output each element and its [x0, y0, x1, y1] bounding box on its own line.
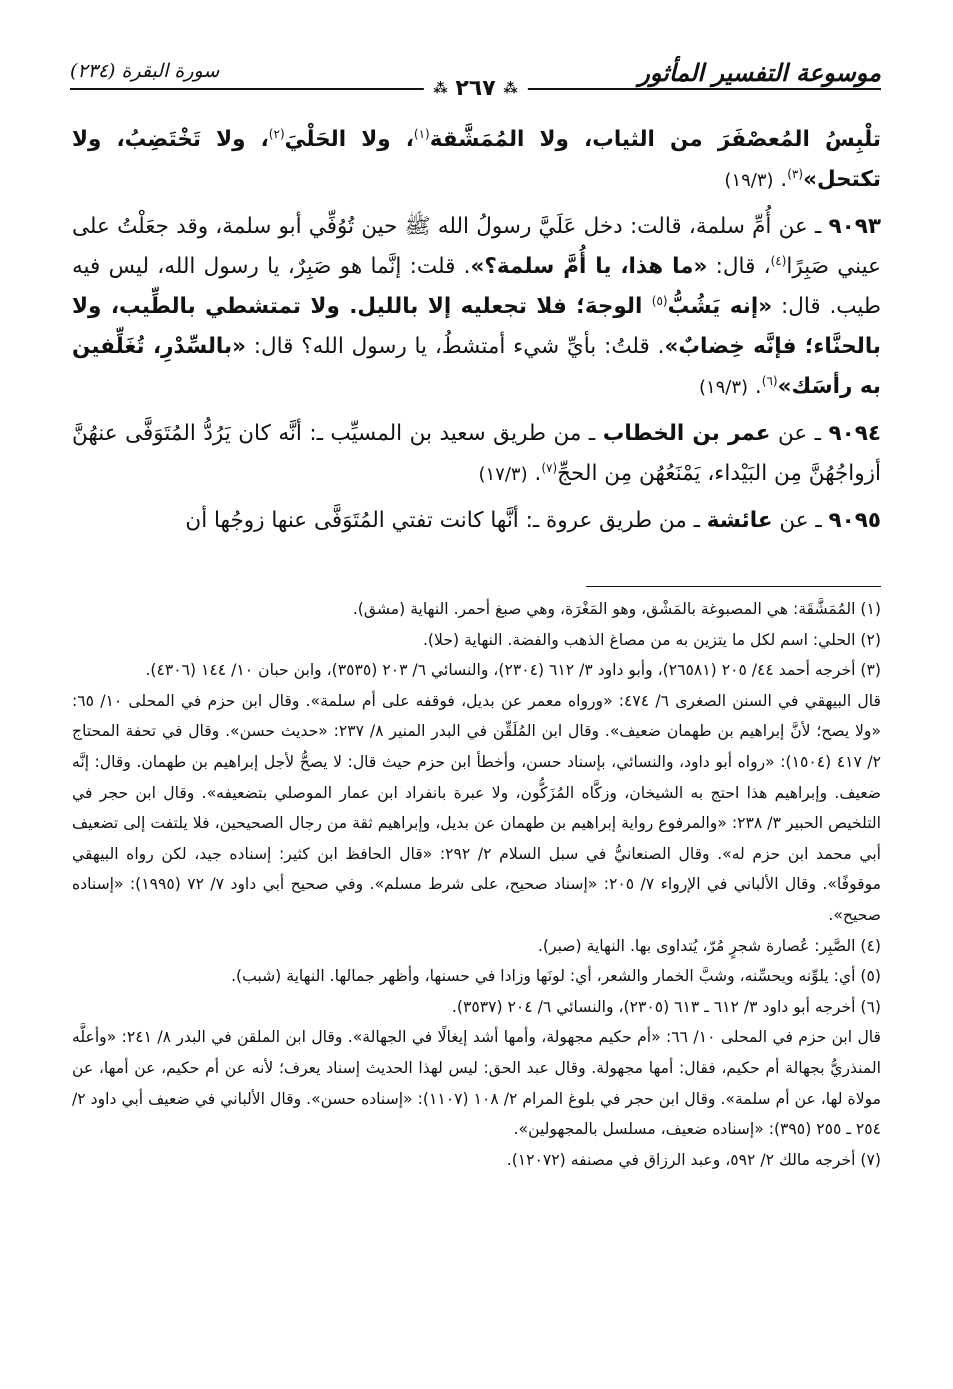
running-header: [70, 58, 881, 101]
footnote: (٥) أي: يلوِّنه ويحسِّنه، وشبَّ الخمار والشعر، أي: لونَها وزادا في حسنها، وأظهر جمالها. النهاية (شبب).: [231, 967, 881, 986]
ornament-icon: ⁂: [433, 81, 448, 97]
footnote-marker[interactable]: (٣): [787, 166, 804, 181]
footnote-marker[interactable]: (٢): [268, 126, 285, 141]
footnote: (٧) أخرجه مالك ٢/ ٥٩٢، وعبد الرزاق في مصنفه (١٢٠٧٢).: [506, 1150, 881, 1169]
footnote: (٤) الصَّبِر: عُصارة شجرٍ مُرّ، يُتداوى بها. النهاية (صبر).: [537, 936, 881, 955]
footnote-marker[interactable]: (٤): [770, 253, 787, 268]
hadith-text: ، ولا الحَلْيَ: [284, 127, 414, 152]
volume-reference: (١٧/٣): [478, 464, 528, 485]
ornament-icon: ⁂: [503, 81, 518, 97]
narration-text: ، قال:: [707, 254, 771, 279]
narration-text: ـ عن أُمِّ سلمة، قالت: دخل عَلَيَّ رسولُ الله ﷺ حين تُوُفِّي أبو سلمة، وقد جعَلْتُ على عيني صَبِرًا: [72, 214, 881, 279]
footnote-marker[interactable]: (٧): [541, 460, 558, 475]
prophetic-quote: «إنه يَشُبُّ: [667, 294, 773, 319]
narration-text: ـ من طريق سعيد بن المسيِّب ـ: أنَّه كان يَرُدُّ المُتَوَفَّى عنهُنَّ أزواجُهُنَّ مِن البَيْداء، يَمْنَعُهُن مِن الحجِّ: [72, 421, 881, 486]
footnote-commentary: قال ابن حزم في المحلى ١٠/ ٦٦: «أم حكيم مجهولة، وأمها أشد إيغالًا في الجهالة». وقال ابن الملقن في البدر ٨/ ٢٤١: «وأعلَّه المنذريُّ بجهالة أم حكيم، فقال: أمها مجهولة. وقال عبد الحق: ليس لهذا الحديث إسناد يعرف؛ لأنه عن أم حكيم، عن أمها، عن مولاة لها، عن أم سلمة». وقال ابن حجر في بلوغ المرام ٢/ ١٠٨ (١١٠٧): «إسناده حسن». وقال الألباني في ضعيف أبي داود ٢/ ٢٥٤ ـ ٢٥٥ (٣٩٥): «إسناده ضعيف، مسلسل بالمجهولين».: [72, 1028, 882, 1139]
footnote: (١) المُمَشَّقَة: هي المصبوغة بالمَشْق، وهو المَغْرَة، وهي صبغ أحمر. النهاية (مشق).: [352, 600, 881, 618]
narration-text: ـ من طريق عروة ـ: أنَّها كانت تفتي المُتَوَفَّى عنها زوجُها أن: [185, 508, 707, 533]
prophetic-quote: «بالسِّدْرِ، تُغَلِّفين به رأسَك»: [72, 334, 881, 399]
narration-number: ٩٠٩٥: [828, 508, 881, 533]
paragraph-continuation: [72, 120, 881, 201]
punctuation: .: [754, 374, 762, 399]
prophetic-quote: «ما هذا، يا أُمَّ سلمة؟»: [470, 254, 708, 279]
narration-text: ـ عن: [772, 508, 829, 533]
narrator-name: عمر بن الخطاب: [602, 421, 771, 446]
surah-reference: سورة البقرة (٢٣٤): [70, 60, 220, 82]
footnote-marker[interactable]: (٥): [651, 293, 668, 308]
narration-9093: [72, 207, 881, 408]
footnote-marker[interactable]: (١): [413, 126, 430, 141]
volume-reference: (١٩/٣): [724, 170, 774, 191]
hadith-text: ، ولا تَخْتَضِبُ، ولا تكتحل»: [72, 127, 881, 192]
footnote: (٣) أخرجه أحمد ٤٤/ ٢٠٥ (٢٦٥٨١)، وأبو داود ٣/ ٦١٢ (٢٣٠٤)، والنسائي ٦/ ٢٠٣ (٣٥٣٥)، وابن حبان ١٠/ ١٤٤ (٤٣٠٦).: [145, 661, 881, 680]
narration-text: ـ عن: [770, 421, 829, 446]
punctuation: .: [780, 167, 788, 192]
footnote: (٦) أخرجه أبو داود ٣/ ٦١٢ ـ ٦١٣ (٢٣٠٥)، والنسائي ٦/ ٢٠٤ (٣٥٣٧).: [451, 997, 881, 1016]
narration-text: . قلتُ: بأيِّ شيء أمتشطُ، يا رسول الله؟ قال:: [245, 334, 665, 359]
prophetic-quote: الوجهَ؛ فلا تجعليه إلا بالليل. ولا تمتشطي بالطِّيب، ولا بالحنَّاء؛ فإنَّه خِضابٌ»: [72, 294, 881, 359]
page-number: ٢٦٧: [455, 76, 496, 101]
footnote-commentary: قال البيهقي في السنن الصغرى ٦/ ٤٧٤: «ورواه معمر عن بديل، فوقفه على أم سلمة». وقال ابن حزم في المحلى ١٠/ ٦٥: «ولا يصح؛ لأنَّ إبراهيم بن طهمان ضعيف». وقال ابن المُلَقِّن في البدر المنير ٨/ ٢٣٧: «حديث حسن». وقال في تحفة المحتاج ٢/ ٤١٧ (١٥٠٤): «رواه أبو داود، والنسائي، بإسناد حسن، وأخطأ ابن حزم حيث قال: لا يصحُّ لأجل إبراهيم بن طهمان. وقال: إنَّه ضعيف. وإبراهيم هذا احتج به الشيخان، وزكَّاه المُزَكُّون، ولا عبرة بانفراد ابن عمار الموصلي بتضعيفه». وقال ابن حجر في التلخيص الحبير ٣/ ٢٣٨: «والمرفوع رواية إبراهيم بن طهمان عن بديل، وإبراهيم ثقة من رجال الصحيحين، فلا يلتفت إلى تضعيف أبي محمد ابن حزم له». وقال الصنعانيُّ في سبل السلام ٢/ ٢٩٢: «قال الحافظ ابن كثير: إسناده جيد، لكن رواه البيهقي موقوفًا». وقال الألباني في الإرواء ٧/ ٢٠٥: «إسناد صحيح، على شرط مسلم». وفي صحيح أبي داود ٧/ ٧٢ (١٩٩٥): «إسناده صحيح».: [72, 691, 882, 924]
footnote-separator: [586, 586, 881, 587]
punctuation: .: [534, 461, 542, 486]
book-title: موسوعة التفسير المأثور: [638, 58, 881, 87]
narration-text: . قلت: إنَّما هو صَبِرٌ، يا رسول الله، ليس فيه طيب. قال:: [72, 254, 881, 319]
narrator-name: عائشة: [706, 508, 773, 533]
narration-number: ٩٠٩٤: [828, 421, 881, 446]
volume-reference: (١٩/٣): [698, 377, 749, 398]
narration-9095: [72, 501, 881, 541]
footnotes: [72, 594, 881, 1175]
page-number-box: [423, 76, 527, 101]
hadith-text: تلْبِسُ المُعصْفَرَ من الثياب، ولا المُمَشَّقة: [429, 127, 881, 152]
footnote: (٢) الحلي: اسم لكل ما يتزين به من مصاغ الذهب والفضة. النهاية (حلا).: [422, 630, 881, 649]
narration-9094: [72, 414, 881, 495]
main-text: [72, 120, 881, 547]
footnote-marker[interactable]: (٦): [761, 373, 778, 388]
narration-number: ٩٠٩٣: [828, 214, 881, 239]
